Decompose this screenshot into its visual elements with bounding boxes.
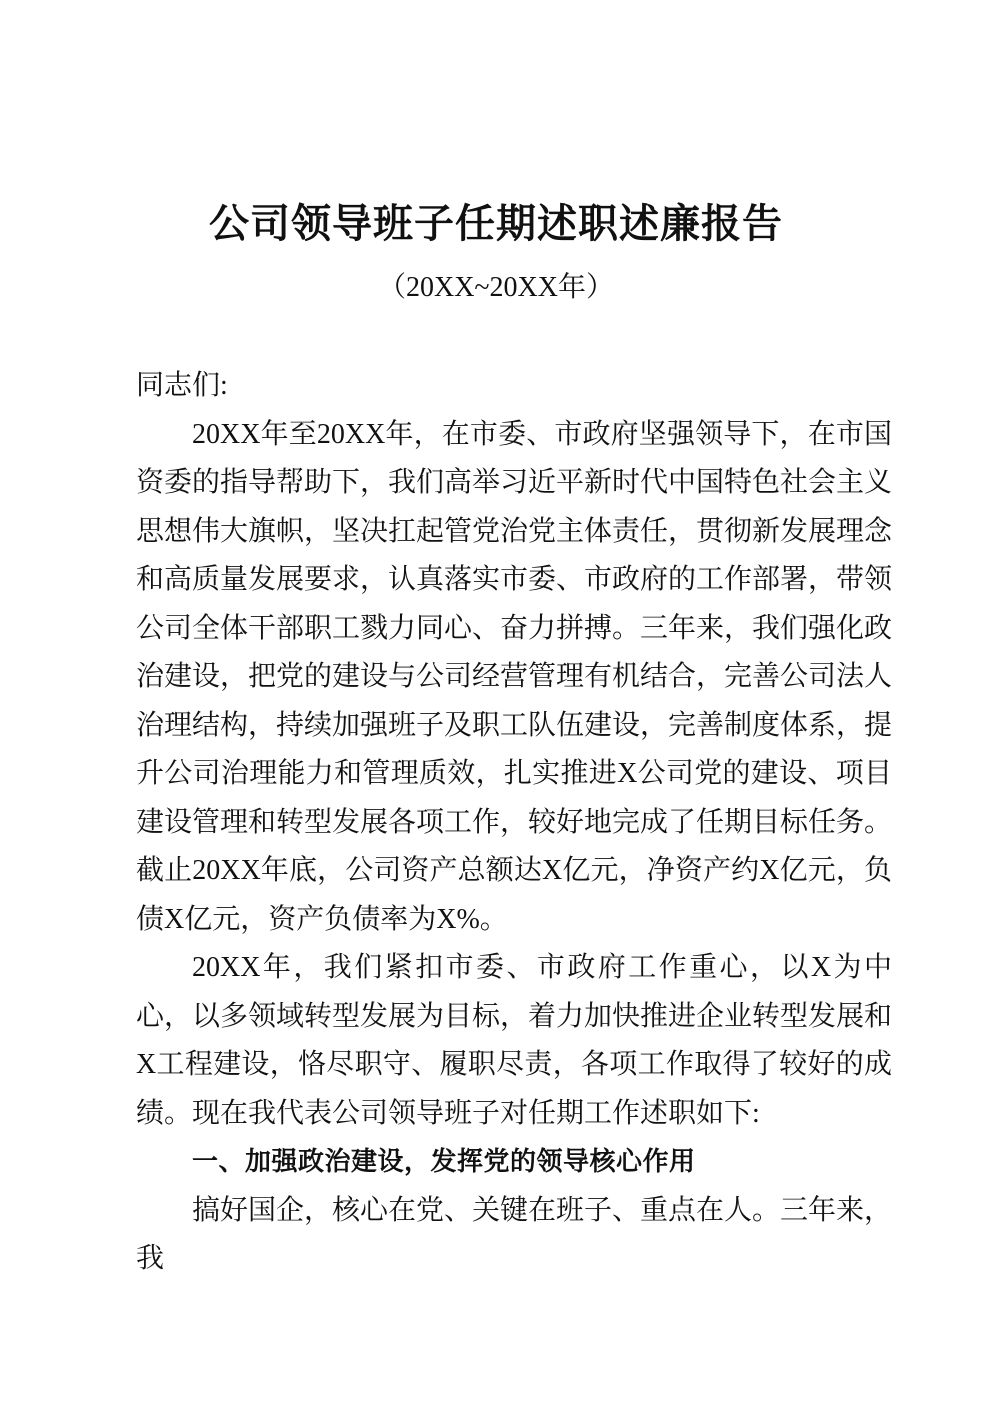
paragraph: 20XX年，我们紧扣市委、市政府工作重心，以X为中心，以多领域转型发展为目标，着力加快推进企业转型发展和X工程建设，恪尽职守、履职尽责，各项工作取得了较好的成绩。现在我代表公司领导班子对任期工作述职如下: [136, 952, 893, 1129]
section-paragraph: 搞好国企，核心在党、关键在班子、重点在人。三年来，我 [136, 1194, 893, 1274]
salutation: 同志们: [136, 370, 228, 401]
paragraph: 20XX年至20XX年，在市委、市政府坚强领导下，在市国资委的指导帮助下，我们高举习近平新时代中国特色社会主义思想伟大旗帜，坚决扛起管党治党主体责任，贯彻新发展理念和高质量发展要求，认真落实市委、市政府的工作部署，带领公司全体干部职工戮力同心、奋力拼搏。三年来，我们强化政治建设，把党的建设与公司经营管理有机结合，完善公司法人治理结构，持续加强班子及职工队伍建设，完善制度体系，提升公司治理能力和管理质效，扎实推进X公司党的建设、项目建设管理和转型发展各项工作，较好地完成了任期目标任务。截止20XX年底，公司资产总额达X亿元，净资产约X亿元，负债X亿元，资产负债率为X%。 [136, 418, 893, 935]
document-body [136, 362, 892, 1284]
section-heading: 一、加强政治建设，发挥党的领导核心作用 [192, 1147, 696, 1177]
document-subtitle: （20XX~20XX年） [377, 272, 615, 303]
document-title: 公司领导班子任期述职述廉报告 [209, 200, 783, 247]
